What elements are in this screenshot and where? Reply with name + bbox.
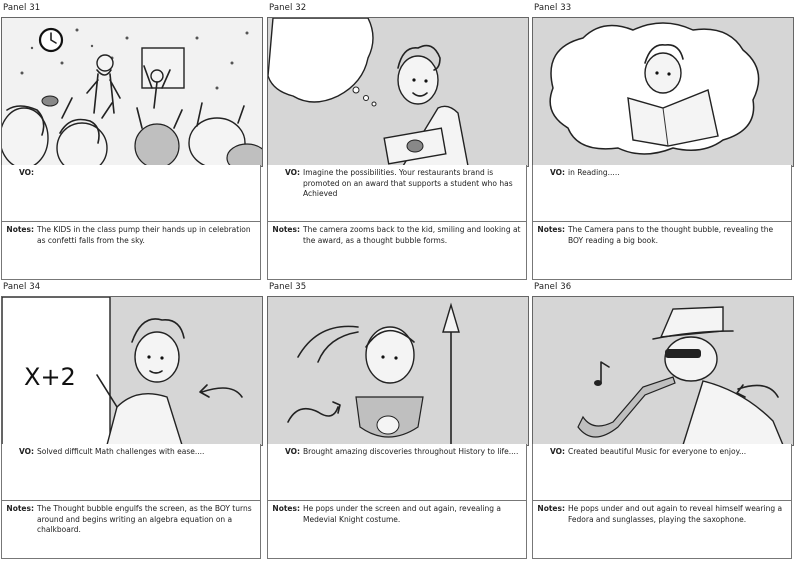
vo-box (532, 165, 792, 222)
panel-sketch-saxophone-player (532, 296, 794, 446)
panel-sketch-classroom-celebration (1, 17, 263, 167)
vo-label: VO: (284, 447, 300, 456)
vo-text: Created beautiful Music for everyone to enjoy... (568, 447, 747, 456)
notes-label: Notes: (6, 504, 34, 513)
notes-text: The Camera pans to the thought bubble, revealing the BOY reading a big book. (568, 225, 774, 245)
panel-sketch-boy-with-award (267, 17, 529, 167)
notes-label: Notes: (272, 504, 300, 513)
vo-label: VO: (284, 168, 300, 177)
vo-label: VO: (549, 447, 565, 456)
notes-box (267, 501, 527, 559)
notes-label: Notes: (6, 225, 34, 234)
vo-box (267, 165, 527, 222)
panel-title: Panel 34 (3, 282, 41, 292)
notes-text: The camera zooms back to the kid, smiling and looking at the award, as a thought bubble forms. (303, 225, 521, 245)
notes-label: Notes: (537, 225, 565, 234)
notes-box (532, 501, 792, 559)
vo-label: VO: (18, 447, 34, 456)
panel-sketch-knight-costume (267, 296, 529, 446)
vo-box (1, 165, 261, 222)
vo-box (532, 444, 792, 501)
panel-title: Panel 35 (269, 282, 307, 292)
vo-text: Imagine the possibilities. Your restaurants brand is promoted on an award that supports a student who has Achieved (303, 168, 513, 198)
notes-box (1, 222, 261, 280)
panel-sketch-boy-reading-in-bubble (532, 17, 794, 167)
panel-title: Panel 31 (3, 3, 41, 13)
notes-text: The Thought bubble engulfs the screen, as the BOY turns around and begins writing an algebra equation on a chalkboard. (37, 504, 252, 534)
vo-box (1, 444, 261, 501)
vo-box (267, 444, 527, 501)
vo-label: VO: (18, 168, 34, 177)
notes-box (532, 222, 792, 280)
panel-title: Panel 33 (534, 3, 572, 13)
notes-label: Notes: (272, 225, 300, 234)
notes-text: He pops under the screen and out again, revealing a Medevial Knight costume. (303, 504, 501, 524)
panel-title: Panel 36 (534, 282, 572, 292)
notes-label: Notes: (537, 504, 565, 513)
notes-text: The KIDS in the class pump their hands up in celebration as confetti falls from the sky. (37, 225, 251, 245)
panel-sketch-boy-at-chalkboard (1, 296, 263, 446)
notes-box (1, 501, 261, 559)
panel-title: Panel 32 (269, 3, 307, 13)
board-equation: X+2 (24, 363, 76, 391)
vo-text: Brought amazing discoveries throughout History to life.... (303, 447, 519, 456)
vo-text: Solved difficult Math challenges with ease.... (37, 447, 205, 456)
vo-text: in Reading..... (568, 168, 620, 177)
notes-text: He pops under and out again to reveal himself wearing a Fedora and sunglasses, playing the saxophone. (568, 504, 783, 524)
vo-label: VO: (549, 168, 565, 177)
notes-box (267, 222, 527, 280)
music-note-icon (601, 362, 609, 382)
